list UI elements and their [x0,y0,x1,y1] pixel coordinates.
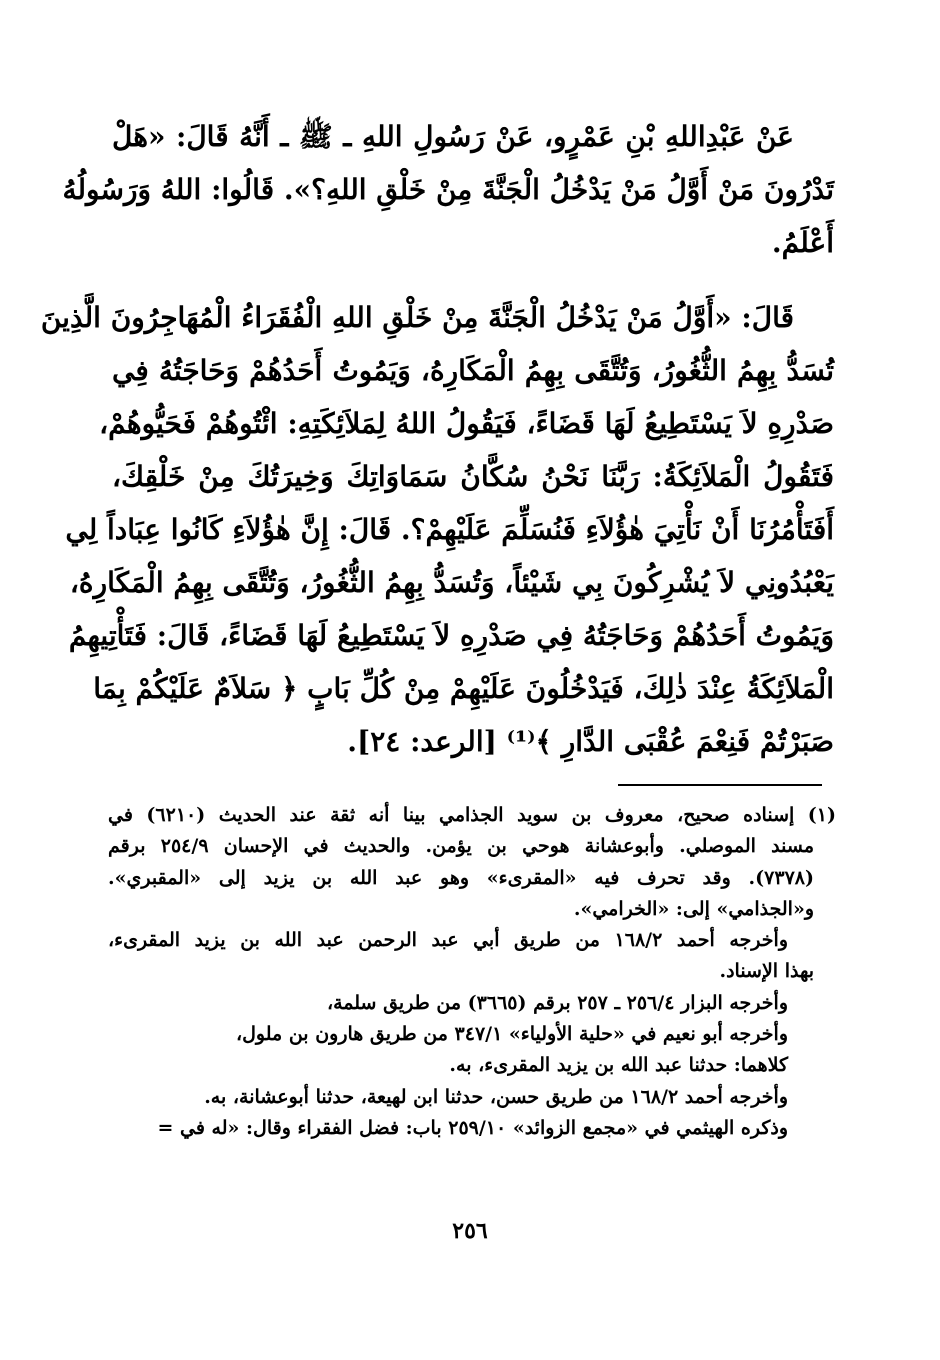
text-line: أَفَتَأْمُرُنَا أَنْ نَأْتِيَ هٰؤُلاَءِ فَنُسَلِّمَ عَلَيْهِمْ؟. قَالَ: إِنَّ هٰؤُلاَءِ كَانُوا عِبَاداً لِي [65,513,834,546]
footnote-line: وذكره الهيثمي في «مجمع الزوائد» ٢٥٩/١٠ باب: فضل الفقراء وقال: «له في = [157,1116,788,1139]
text-line: فَتَقُولُ الْمَلاَئِكَةُ: رَبَّنَا نَحْنُ سُكَّانُ سَمَاوَاتِكَ وَخِيرَتُكَ مِنْ خَلْقِكَ، [112,460,834,493]
footnote-line: وأخرجه أبو نعيم في «حلية الأولياء» ٣٤٧/١ من طريق هارون بن ملول، [236,1023,788,1046]
text-line: تَدْرُونَ مَنْ أَوَّلُ مَنْ يَدْخُلُ الْجَنَّةَ مِنْ خَلْقِ اللهِ؟». قَالُوا: اللهُ وَرَسُولُهُ [62,173,834,206]
text-line: قَالَ: «أَوَّلُ مَنْ يَدْخُلُ الْجَنَّةَ مِنْ خَلْقِ اللهِ الْفُقَرَاءُ الْمُهَاجِرُونَ الَّذِينَ [40,301,794,334]
paragraph-2 [40,291,834,768]
paragraph-1 [62,110,834,269]
footnote-line: (٧٣٧٨). وقد تحرف فيه «المقرىء» وهو عبد الله بن يزيد إلى «المقبري». [108,866,814,889]
text-line: تُسَدُّ بِهِمُ الثُّغُورُ، وَتُتَّقَى بِهِمُ الْمَكَارِهُ، وَيَمُوتُ أَحَدُهُمْ وَحَاجَتُهُ فِي [112,354,834,387]
text-line: صَبَرْتُمْ فَنِعْمَ عُقْبَى الدَّارِ ﴾⁽¹⁾ [الرعد: ٢٤]. [347,725,834,758]
footnote-line: (١) إسناده صحيح، معروف بن سويد الجذامي بينا أنه ثقة عند الحديث (٦٢١٠) في [108,804,836,826]
footnote-separator [618,784,822,786]
footnote-line: وأخرجه البزار ٢٥٦/٤ ـ ٢٥٧ برقم (٣٦٦٥) من طريق سلمة، [326,991,788,1014]
text-line: الْمَلاَئِكَةُ عِنْدَ ذٰلِكَ، فَيَدْخُلُونَ عَلَيْهِمْ مِنْ كُلِّ بَابٍ ﴿ سَلاَمٌ عَلَيْكُمْ بِمَا [93,672,834,705]
page-number: ٢٥٦ [452,1218,488,1244]
footnotes [108,800,836,1144]
footnote-line: بهذا الإسناد. [719,960,814,983]
footnote-line: وأخرجه أحمد ١٦٨/٢ من طريق أبي عبد الرحمن عبد الله بن يزيد المقرىء، [108,929,788,952]
text-line: يَعْبُدُونِي لاَ يُشْرِكُونَ بِي شَيْئاً، وَتُسَدُّ بِهِمُ الثُّغُورُ، وَتُتَّقَى بِهِمُ الْمَكَارِهُ، [69,566,834,599]
text-line: أَعْلَمُ. [771,226,834,259]
footnote-line: و«الجذامي» إلى: «الخرامي». [573,897,814,920]
text-line: وَيَمُوتُ أَحَدُهُمْ وَحَاجَتُهُ فِي صَدْرِهِ لاَ يَسْتَطِيعُ لَهَا قَضَاءً، قَالَ: فَتَأْتِيهِمُ [68,619,834,652]
main-text [40,110,834,768]
footnote-line: وأخرجه أحمد ١٦٨/٢ من طريق حسن، حدثنا ابن لهيعة، حدثنا أبوعشانة، به. [204,1085,788,1108]
text-line: صَدْرِهِ لاَ يَسْتَطِيعُ لَهَا قَضَاءً، فَيَقُولُ اللهُ لِمَلاَئِكَتِهِ: ائْتُوهُمْ فَحَيُّوهُمْ، [99,407,834,440]
footnote-line: مسند الموصلي. وأبوعشانة هوحي بن يؤمن. والحديث في الإحسان ٢٥٤/٩ برقم [108,835,814,858]
text-line: عَنْ عَبْدِاللهِ بْنِ عَمْرٍو، عَنْ رَسُولِ اللهِ ـ ﷺ ـ أَنَّهُ قَالَ: «هَلْ [112,120,794,153]
footnote-line: كلاهما: حدثنا عبد الله بن يزيد المقرىء، به. [449,1054,788,1077]
